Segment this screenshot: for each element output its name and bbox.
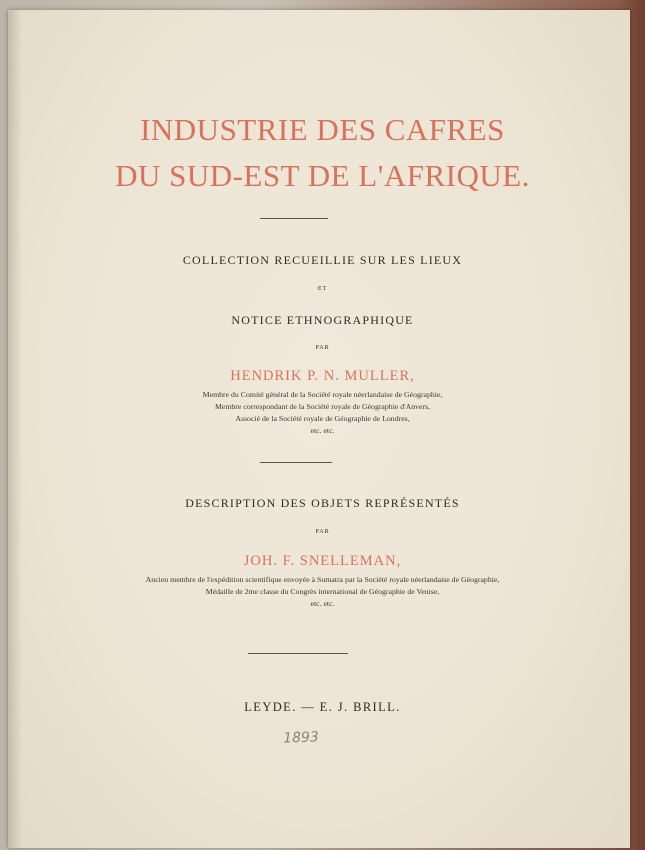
description-heading: DESCRIPTION DES OBJETS REPRÉSENTÉS bbox=[185, 496, 460, 510]
divider-rule bbox=[260, 218, 328, 219]
publisher-imprint: LEYDE. — E. J. BRILL. bbox=[244, 700, 401, 714]
author-name: HENDRIK P. N. MULLER, bbox=[230, 368, 415, 384]
contributor-credential: etc. etc. bbox=[310, 599, 335, 608]
par-label: PAR bbox=[315, 529, 330, 535]
contributor-credential: Médaille de 2me classe du Congrès international de Géographie de Venise, bbox=[205, 587, 440, 596]
author-credential: Membre du Comité général de la Société royale néerlandaise de Géographie, bbox=[202, 390, 443, 399]
author-credential: Membre correspondant de la Société royale de Géographie d'Anvers, bbox=[214, 402, 431, 411]
contributor-name: JOH. F. SNELLEMAN, bbox=[243, 553, 402, 569]
title-line-2: DU SUD-EST DE L'AFRIQUE. bbox=[115, 158, 530, 193]
collection-subtitle: COLLECTION RECUEILLIE SUR LES LIEUX bbox=[182, 253, 463, 267]
contributor-credential: Ancien membre de l'expédition scientifique envoyée à Sumatra par la Société royale néerlandaise de Géographie, bbox=[145, 575, 500, 584]
divider-rule bbox=[248, 653, 348, 654]
author-credential: etc. etc. bbox=[310, 426, 335, 435]
et-conjunction: ET bbox=[317, 286, 328, 292]
handwritten-year: 1893 bbox=[282, 729, 320, 747]
title-line-1: INDUSTRIE DES CAFRES bbox=[140, 112, 505, 147]
divider-rule bbox=[260, 462, 332, 463]
par-label: PAR bbox=[315, 345, 330, 351]
author-credential: Associé de la Société royale de Géographie de Londres, bbox=[235, 414, 410, 423]
notice-subtitle: NOTICE ETHNOGRAPHIQUE bbox=[231, 313, 414, 327]
